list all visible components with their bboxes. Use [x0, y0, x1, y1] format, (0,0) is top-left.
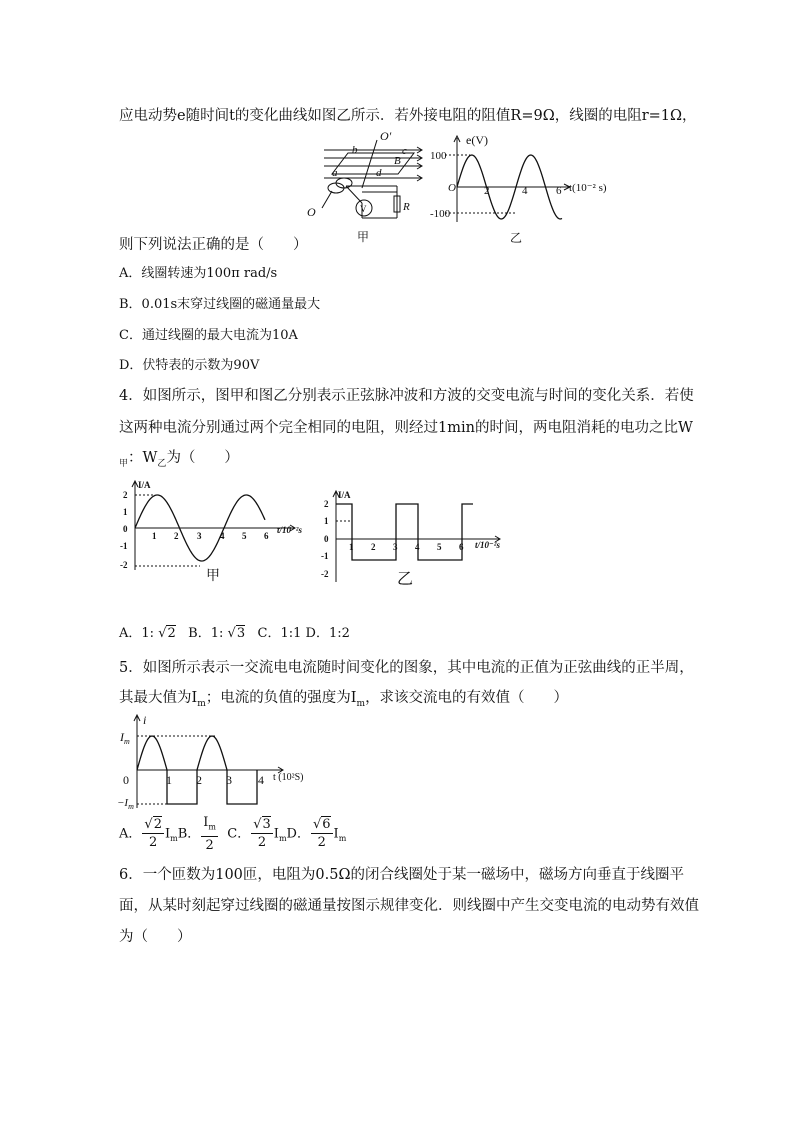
q4-options: A．1: √2 B．1: √3 C．1:1 D．1:2 [119, 626, 350, 641]
jia-xlabel: t/10⁻²s [277, 525, 302, 535]
q4-line3: $_甲$：$W_乙$为（ ） [119, 450, 239, 469]
svg-text:-2: -2 [120, 560, 128, 570]
svg-text:0: 0 [123, 524, 128, 534]
q4-line1: 4．如图所示，图甲和图乙分别表示正弦脉冲波和方波的交变电流与时间的变化关系．若使 [119, 388, 694, 404]
svg-text:4: 4 [220, 531, 225, 541]
sub-jia: 甲 [119, 458, 129, 469]
svg-text:1: 1 [152, 531, 157, 541]
yi-tick-4: 4 [522, 185, 528, 197]
q3-figure-yi [430, 130, 620, 248]
yi-q4-xlabel: t/10⁻²s [475, 540, 500, 550]
q4-line2: 这两种电流分别通过两个完全相同的电阻，则经过1min的时间，两电阻消耗的电功之比W [119, 420, 693, 436]
svg-text:3: 3 [226, 773, 232, 787]
svg-text:2: 2 [371, 542, 376, 552]
q5-origin: 0 [123, 773, 129, 787]
svg-text:6: 6 [459, 542, 464, 552]
yi-y-bottom: -100 [430, 208, 451, 220]
q6-line1: 6．一个匝数为100匝，电阻为0.5Ω的闭合线圈处于某一磁场中，磁场方向垂直于线圈平 [119, 867, 684, 883]
q3-stem: 则下列说法正确的是（ ） [119, 237, 308, 253]
caption-q4-yi: 乙 [397, 571, 414, 588]
yi-tick-2: 2 [484, 185, 490, 197]
svg-text:3: 3 [197, 531, 202, 541]
label-d: d [376, 167, 382, 179]
label-R: R [403, 201, 410, 213]
yi-origin: O [448, 182, 456, 194]
label-B: B [394, 155, 401, 167]
svg-text:1: 1 [324, 516, 329, 526]
svg-text:2: 2 [174, 531, 179, 541]
q5-line2: 其最大值为$I_m$；电流的负值的强度为$I_m$，求该交流电的有效值（ ） [119, 690, 569, 709]
label-c: c [402, 145, 407, 157]
q5-figure [115, 712, 315, 812]
q3-figure-jia [302, 128, 432, 246]
q3-option-d: D．伏特表的示数为90V [119, 358, 260, 373]
svg-text:2: 2 [196, 773, 202, 787]
caption-q4-jia: 甲 [206, 569, 220, 584]
svg-text:6: 6 [264, 531, 269, 541]
svg-text:2: 2 [324, 499, 329, 509]
svg-text:0: 0 [324, 534, 329, 544]
q4-figure-jia [115, 478, 305, 586]
label-O-prime: O′ [380, 129, 392, 143]
q6-line2: 面，从某时刻起穿过线圈的磁通量按图示规律变化．则线圈中产生交变电流的电动势有效值 [119, 898, 699, 914]
q3-intro: 应电动势e随时间t的变化曲线如图乙所示．若外接电阻的阻值R=9Ω，线圈的电阻r=1Ω， [119, 108, 697, 124]
q3-option-a: A．线圈转速为100π rad/s [119, 266, 278, 281]
caption-yi: 乙 [510, 231, 523, 245]
yi-q4-ylabel: I/A [338, 490, 351, 500]
svg-text:5: 5 [437, 542, 442, 552]
svg-text:4: 4 [258, 773, 264, 787]
svg-text:−Im: $-I_m$ [117, 797, 134, 811]
label-O: O [307, 205, 316, 219]
q5-line1: 5．如图所示表示一交流电电流随时间变化的图象，其中电流的正值为正弦曲线的正半周， [119, 660, 694, 676]
yi-xlabel: t(10⁻² s) [569, 182, 607, 194]
svg-text:1: 1 [349, 542, 354, 552]
svg-text:2: 2 [123, 490, 128, 500]
label-b: b [352, 144, 358, 156]
svg-text:-1: -1 [120, 541, 128, 551]
yi-tick-6: 6 [556, 185, 562, 197]
label-a: a [332, 167, 338, 179]
q3-option-b: B．0.01s末穿过线圈的磁通量最大 [119, 297, 321, 312]
svg-text:-2: -2 [321, 569, 329, 579]
svg-text:4: 4 [415, 542, 420, 552]
svg-text:Im: $I_m$ [120, 730, 130, 746]
caption-jia: 甲 [357, 230, 370, 244]
q5-ylabel: i [143, 713, 147, 727]
svg-text:1: 1 [166, 773, 172, 787]
jia-ylabel: I/A [138, 480, 151, 490]
voltmeter-label: V [360, 204, 367, 214]
svg-text:-1: -1 [321, 551, 329, 561]
yi-ylabel: e(V) [466, 133, 488, 147]
sub-yi: 乙 [157, 458, 167, 469]
q5-options: A． $\frac{√2}{2}$ $I_mB$． $\frac{I_m}{2}$ C． $\frac{√3}{2}$ $I_mD$． $\frac{√6}{2}$ $I_m$ [119, 815, 347, 853]
yi-y-top: 100 [430, 150, 447, 162]
svg-text:5: 5 [242, 531, 247, 541]
q3-option-c: C．通过线圈的最大电流为10A [119, 328, 298, 343]
svg-text:1: 1 [123, 507, 128, 517]
q5-xlabel: t (10²S) [273, 772, 304, 783]
q6-line3: 为（ ） [119, 929, 192, 945]
svg-text:3: 3 [393, 542, 398, 552]
q4-figure-yi [310, 488, 510, 588]
